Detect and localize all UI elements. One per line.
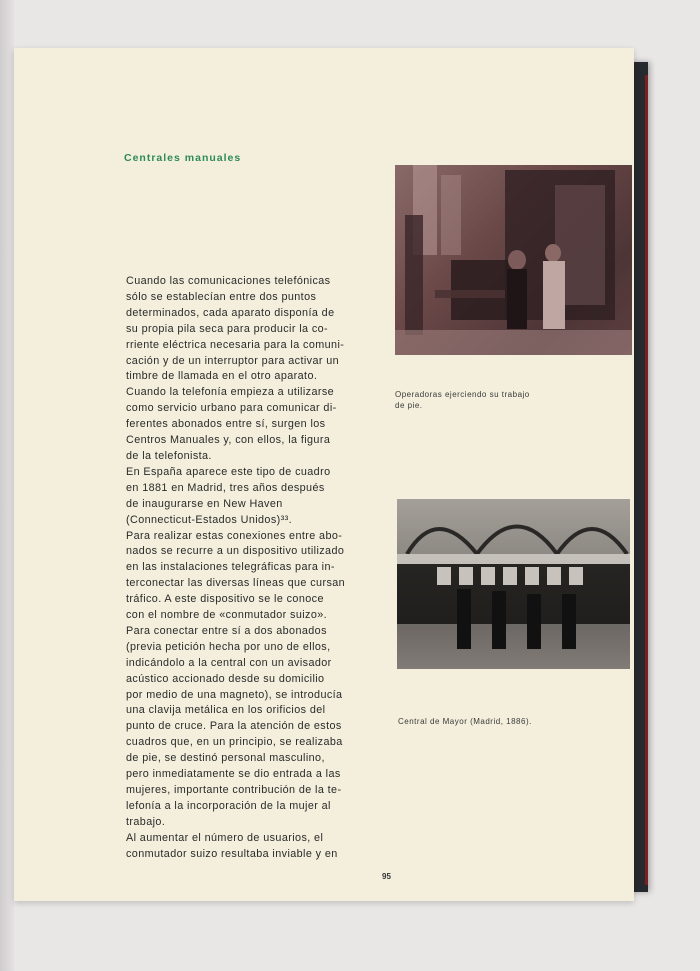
photo-1-caption-line-1: Operadoras ejerciendo su trabajo <box>395 390 530 399</box>
body-text-line: en 1881 en Madrid, tres años después <box>126 481 325 494</box>
body-text-line: rriente eléctrica necesaria para la comuni- <box>126 338 345 351</box>
photo-central-de-mayor <box>397 499 630 669</box>
photo-central-illustration <box>397 499 630 669</box>
body-text-line: indicándolo a la central con un avisador <box>126 656 332 669</box>
photo-1-caption-line-2: de pie. <box>395 401 423 410</box>
body-text-line: (Connecticut-Estados Unidos)³³. <box>126 513 293 526</box>
body-text-line: de pie, se destinó personal masculino, <box>126 752 325 765</box>
page-number: 95 <box>382 872 391 881</box>
body-text-line: Cuando las comunicaciones telefónicas <box>126 275 331 287</box>
body-text-line: Centros Manuales y, con ellos, la figura <box>126 434 331 447</box>
cover-spine-accent <box>645 75 648 885</box>
body-text-line: nados se recurre a un dispositivo utilizado <box>126 545 345 558</box>
body-text-line: cuadros que, en un principio, se realizaba <box>126 736 343 749</box>
body-text-line: determinados, cada aparato disponía de <box>126 306 335 319</box>
body-text-line: terconectar las diversas líneas que cursan <box>126 577 346 590</box>
photo-operators-standing <box>395 165 632 355</box>
body-text-line: de la telefonista. <box>126 449 212 462</box>
body-text-line: ferentes abonados entre sí, surgen los <box>126 418 326 431</box>
body-text-line: con el nombre de «conmutador suizo». <box>126 609 328 622</box>
body-text-line: sólo se establecían entre dos puntos <box>126 290 317 303</box>
body-text-line: En España aparece este tipo de cuadro <box>126 465 331 478</box>
body-text-line: tráfico. A este dispositivo se le conoce <box>126 593 324 606</box>
body-text-line: en las instalaciones telegráficas para in- <box>126 561 335 574</box>
section-heading: Centrales manuales <box>124 152 242 164</box>
photo-1-caption <box>395 389 545 411</box>
body-text-line: trabajo. <box>126 815 166 828</box>
body-text <box>126 274 411 863</box>
body-text-line: cación y de un interruptor para activar un <box>126 354 340 367</box>
body-text-line: su propia pila seca para producir la co- <box>126 322 329 335</box>
body-text-line: punto de cruce. Para la atención de estos <box>126 720 342 733</box>
body-text-line: pero inmediatamente se dio entrada a las <box>126 768 341 781</box>
body-text-line: Para conectar entre sí a dos abonados <box>126 624 327 637</box>
body-text-line: Cuando la telefonía empieza a utilizarse <box>126 386 335 399</box>
body-text-line: por medio de una magneto), se introducía <box>126 688 343 701</box>
adjacent-page-edge <box>0 0 14 971</box>
body-text-line: de inaugurarse en New Haven <box>126 497 283 510</box>
body-text-line: una clavija metálica en los orificios del <box>126 704 326 717</box>
photo-operators-illustration <box>395 165 632 355</box>
book-page <box>14 48 634 901</box>
body-text-line: conmutador suizo resultaba inviable y en <box>126 847 338 860</box>
body-text-line: Para realizar estas conexiones entre abo- <box>126 529 343 542</box>
body-text-line: lefonía a la incorporación de la mujer al <box>126 799 331 812</box>
body-text-line: acústico accionado desde su domicilio <box>126 672 325 685</box>
body-text-line: (previa petición hecha por uno de ellos, <box>126 640 331 653</box>
photo-2-caption: Central de Mayor (Madrid, 1886). <box>398 717 532 726</box>
body-text-line: Al aumentar el número de usuarios, el <box>126 831 324 844</box>
body-text-line: mujeres, importante contribución de la te- <box>126 784 342 796</box>
body-text-line: como servicio urbano para comunicar di- <box>126 402 337 415</box>
body-text-line: timbre de llamada en el otro aparato. <box>126 370 318 383</box>
